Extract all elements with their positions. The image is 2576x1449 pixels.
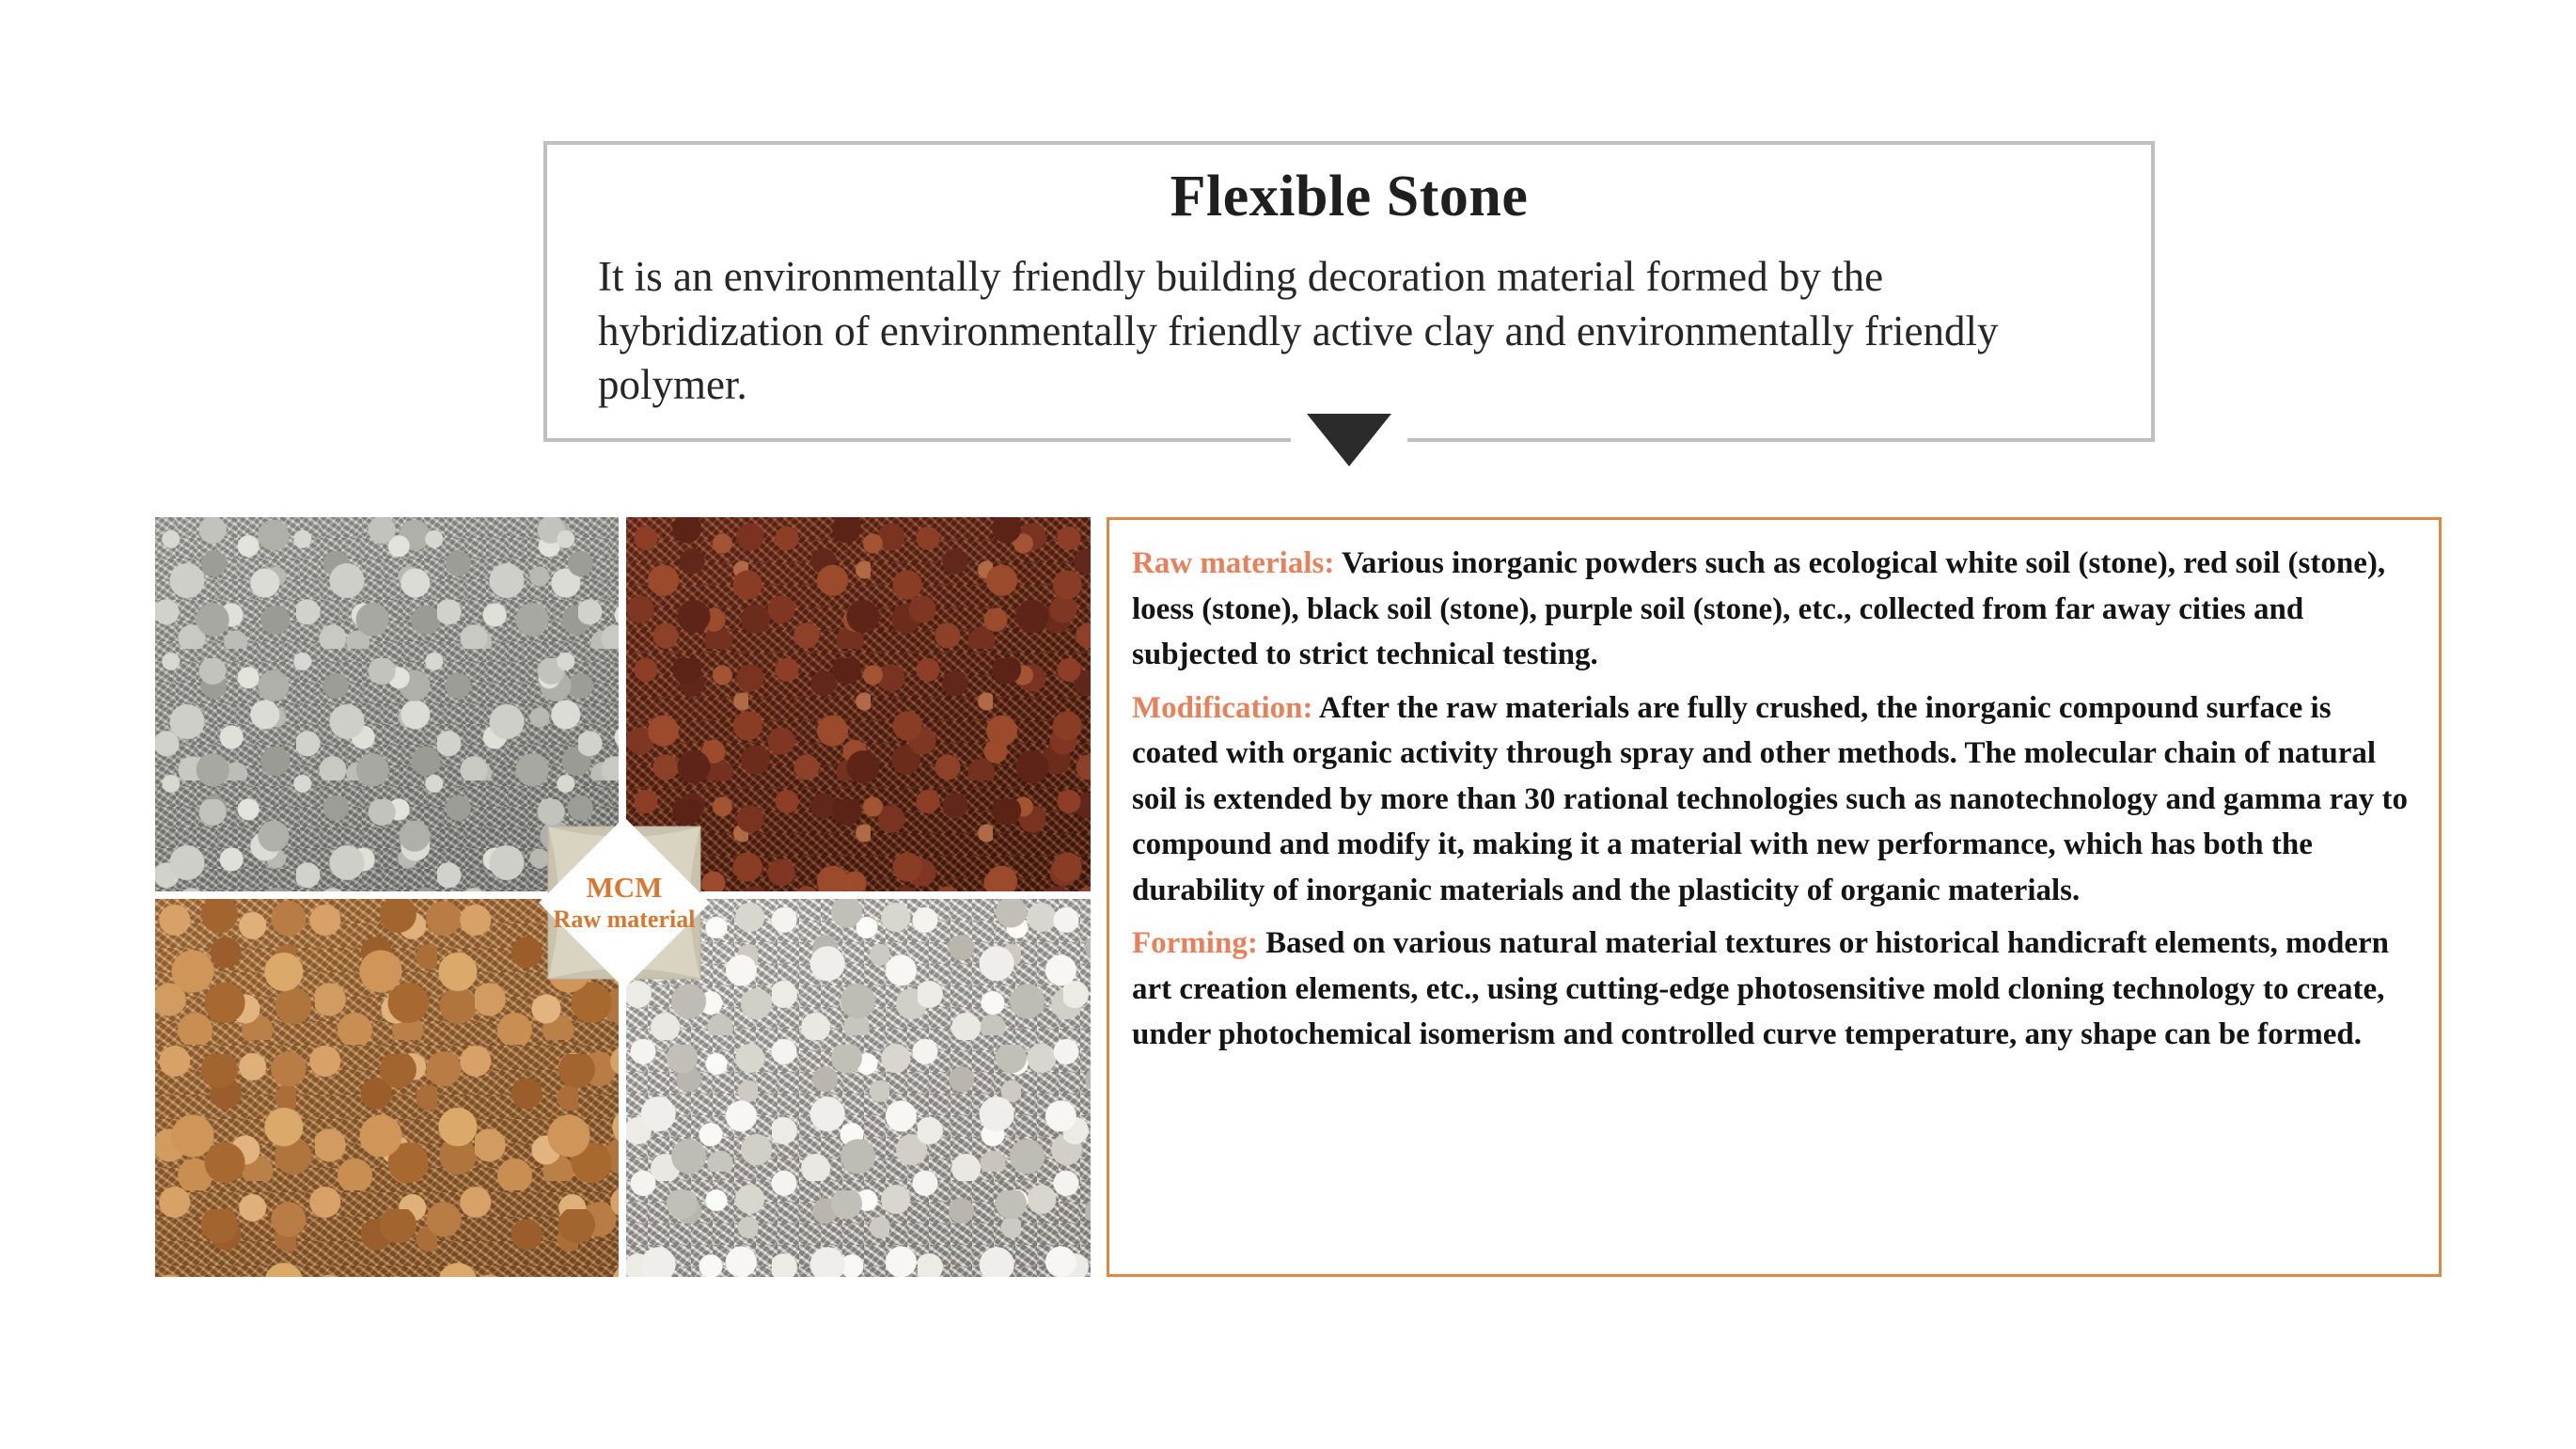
mcm-badge-line1: MCM (586, 871, 663, 905)
header-callout-box (543, 141, 2155, 442)
mcm-badge-line2: Raw material (553, 905, 696, 933)
paragraph-raw-materials (1132, 541, 2414, 678)
page-title: Flexible Stone (1170, 165, 1529, 228)
mcm-raw-material-badge (535, 813, 714, 992)
text-modification: After the raw materials are fully crushed, the inorganic compound surface is coated with organic activity through spray and other methods. The molecular chain of natural soil is extended by more than 30 rational technologies such as nanotechnology and gamma ray to compound and modify it, making it a material with new performance, which has both the durability of inorganic materials and the plasticity of organic materials. (1132, 690, 2409, 907)
description-panel (1107, 517, 2442, 1277)
label-modification: Modification: (1132, 690, 1313, 725)
content-row (155, 517, 2442, 1277)
text-raw-materials: Various inorganic powders such as ecological white soil (stone), red soil (stone), loess (stone), black soil (stone), purple soil (stone), etc., collected from far away cities and subjected to strict technical testing. (1132, 546, 2386, 671)
label-forming: Forming: (1132, 926, 1258, 960)
paragraph-modification (1132, 685, 2414, 914)
triangle-down-icon (1307, 414, 1391, 466)
text-forming: Based on various natural material textures or historical handicraft elements, modern art creation elements, etc., using cutting-edge photosensitive mold cloning technology to create, under photochemical isomerism and controlled curve temperature, any shape can be formed. (1132, 926, 2389, 1051)
label-raw-materials: Raw materials: (1132, 546, 1335, 580)
paragraph-forming (1132, 921, 2414, 1058)
header-description: It is an environmentally friendly building decoration material formed by the hybridization of environmentally friendly active clay and environmentally friendly polymer. (598, 253, 1999, 409)
